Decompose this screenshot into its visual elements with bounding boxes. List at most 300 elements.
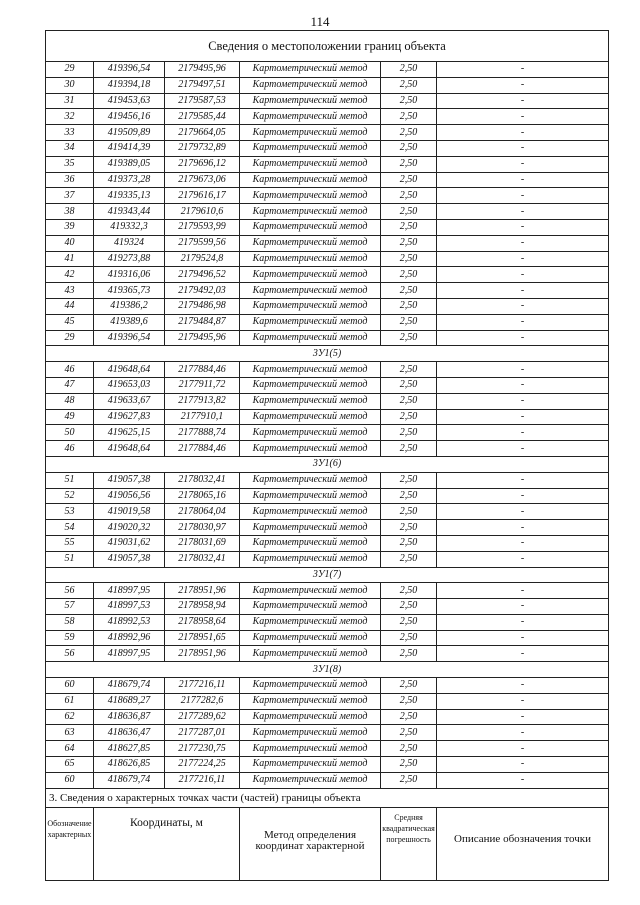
accuracy-cell: 2,50 bbox=[381, 472, 437, 488]
section3-title: 3. Сведения о характерных точках части (частей) границы объекта bbox=[46, 788, 609, 807]
accuracy-cell: 2,50 bbox=[381, 219, 437, 235]
accuracy-cell: 2,50 bbox=[381, 551, 437, 567]
point-number-cell: 64 bbox=[46, 741, 94, 757]
method-cell: Картометрический метод bbox=[240, 409, 381, 425]
accuracy-cell: 2,50 bbox=[381, 140, 437, 156]
x-coordinate-cell: 419019,58 bbox=[94, 504, 165, 520]
accuracy-cell: 2,50 bbox=[381, 599, 437, 615]
point-number-cell: 57 bbox=[46, 599, 94, 615]
description-cell: - bbox=[437, 314, 609, 330]
description-cell: - bbox=[437, 298, 609, 314]
method-cell: Картометрический метод bbox=[240, 472, 381, 488]
method-cell: Картометрический метод bbox=[240, 709, 381, 725]
description-cell: - bbox=[437, 535, 609, 551]
table-row bbox=[46, 393, 609, 409]
y-coordinate-cell: 2178951,65 bbox=[165, 630, 240, 646]
method-cell: Картометрический метод bbox=[240, 283, 381, 299]
description-cell: - bbox=[437, 377, 609, 393]
table-row bbox=[46, 109, 609, 125]
point-number-cell: 29 bbox=[46, 62, 94, 78]
method-cell: Картометрический метод bbox=[240, 693, 381, 709]
method-cell: Картометрический метод bbox=[240, 172, 381, 188]
y-coordinate-cell: 2179732,89 bbox=[165, 140, 240, 156]
description-cell: - bbox=[437, 330, 609, 346]
segment-label: 3У1(6) bbox=[46, 456, 609, 472]
method-cell: Картометрический метод bbox=[240, 62, 381, 78]
accuracy-cell: 2,50 bbox=[381, 204, 437, 220]
x-coordinate-cell: 419373,28 bbox=[94, 172, 165, 188]
description-cell: - bbox=[437, 741, 609, 757]
x-coordinate-cell: 419633,67 bbox=[94, 393, 165, 409]
method-cell: Картометрический метод bbox=[240, 488, 381, 504]
y-coordinate-cell: 2177888,74 bbox=[165, 425, 240, 441]
table-row bbox=[46, 77, 609, 93]
point-number-cell: 34 bbox=[46, 140, 94, 156]
description-cell: - bbox=[437, 520, 609, 536]
accuracy-cell: 2,50 bbox=[381, 93, 437, 109]
y-coordinate-cell: 2179486,98 bbox=[165, 298, 240, 314]
y-coordinate-cell: 2179664,05 bbox=[165, 125, 240, 141]
accuracy-cell: 2,50 bbox=[381, 741, 437, 757]
point-number-cell: 54 bbox=[46, 520, 94, 536]
y-coordinate-cell: 2178065,16 bbox=[165, 488, 240, 504]
y-coordinate-cell: 2179593,99 bbox=[165, 219, 240, 235]
y-coordinate-cell: 2178031,69 bbox=[165, 535, 240, 551]
x-coordinate-cell: 419648,64 bbox=[94, 441, 165, 457]
accuracy-cell: 2,50 bbox=[381, 156, 437, 172]
table-row bbox=[46, 725, 609, 741]
method-cell: Картометрический метод bbox=[240, 646, 381, 662]
accuracy-cell: 2,50 bbox=[381, 693, 437, 709]
x-coordinate-cell: 419324 bbox=[94, 235, 165, 251]
table-row bbox=[46, 267, 609, 283]
description-cell: - bbox=[437, 678, 609, 694]
x-coordinate-cell: 419343,44 bbox=[94, 204, 165, 220]
accuracy-cell: 2,50 bbox=[381, 77, 437, 93]
table-row bbox=[46, 472, 609, 488]
table-row bbox=[46, 377, 609, 393]
point-number-cell: 41 bbox=[46, 251, 94, 267]
point-number-cell: 31 bbox=[46, 93, 94, 109]
x-coordinate-cell: 419625,15 bbox=[94, 425, 165, 441]
method-cell: Картометрический метод bbox=[240, 298, 381, 314]
table-row bbox=[46, 251, 609, 267]
point-number-cell: 39 bbox=[46, 219, 94, 235]
description-cell: - bbox=[437, 172, 609, 188]
x-coordinate-cell: 418636,87 bbox=[94, 709, 165, 725]
y-coordinate-cell: 2177224,25 bbox=[165, 757, 240, 773]
description-cell: - bbox=[437, 425, 609, 441]
method-cell: Картометрический метод bbox=[240, 156, 381, 172]
accuracy-cell: 2,50 bbox=[381, 678, 437, 694]
x-coordinate-cell: 419453,63 bbox=[94, 93, 165, 109]
point-number-cell: 60 bbox=[46, 772, 94, 788]
table-row bbox=[46, 140, 609, 156]
y-coordinate-cell: 2177884,46 bbox=[165, 441, 240, 457]
header-description: Описание обозначения точки bbox=[437, 807, 609, 880]
accuracy-cell: 2,50 bbox=[381, 283, 437, 299]
point-number-cell: 62 bbox=[46, 709, 94, 725]
table-row bbox=[46, 172, 609, 188]
y-coordinate-cell: 2179616,17 bbox=[165, 188, 240, 204]
accuracy-cell: 2,50 bbox=[381, 535, 437, 551]
table-row bbox=[46, 425, 609, 441]
method-cell: Картометрический метод bbox=[240, 330, 381, 346]
description-cell: - bbox=[437, 62, 609, 78]
table-row bbox=[46, 488, 609, 504]
x-coordinate-cell: 419389,05 bbox=[94, 156, 165, 172]
description-cell: - bbox=[437, 551, 609, 567]
accuracy-cell: 2,50 bbox=[381, 267, 437, 283]
segment-row bbox=[46, 662, 609, 678]
method-cell: Картометрический метод bbox=[240, 188, 381, 204]
table-row bbox=[46, 583, 609, 599]
table-row bbox=[46, 741, 609, 757]
y-coordinate-cell: 2179495,96 bbox=[165, 330, 240, 346]
accuracy-cell: 2,50 bbox=[381, 251, 437, 267]
method-cell: Картометрический метод bbox=[240, 362, 381, 378]
x-coordinate-cell: 419335,13 bbox=[94, 188, 165, 204]
table-row bbox=[46, 314, 609, 330]
method-cell: Картометрический метод bbox=[240, 772, 381, 788]
table-row bbox=[46, 757, 609, 773]
boundary-table bbox=[45, 30, 609, 881]
accuracy-cell: 2,50 bbox=[381, 393, 437, 409]
point-number-cell: 29 bbox=[46, 330, 94, 346]
y-coordinate-cell: 2178958,64 bbox=[165, 614, 240, 630]
description-cell: - bbox=[437, 409, 609, 425]
y-coordinate-cell: 2178958,94 bbox=[165, 599, 240, 615]
y-coordinate-cell: 2177913,82 bbox=[165, 393, 240, 409]
x-coordinate-cell: 419056,56 bbox=[94, 488, 165, 504]
accuracy-cell: 2,50 bbox=[381, 646, 437, 662]
accuracy-cell: 2,50 bbox=[381, 772, 437, 788]
y-coordinate-cell: 2179524,8 bbox=[165, 251, 240, 267]
table-row bbox=[46, 93, 609, 109]
description-cell: - bbox=[437, 646, 609, 662]
description-cell: - bbox=[437, 219, 609, 235]
method-cell: Картометрический метод bbox=[240, 93, 381, 109]
method-cell: Картометрический метод bbox=[240, 140, 381, 156]
method-cell: Картометрический метод bbox=[240, 251, 381, 267]
x-coordinate-cell: 419020,32 bbox=[94, 520, 165, 536]
description-cell: - bbox=[437, 693, 609, 709]
accuracy-cell: 2,50 bbox=[381, 172, 437, 188]
header-coordinates: Координаты, м bbox=[94, 807, 240, 880]
accuracy-cell: 2,50 bbox=[381, 441, 437, 457]
y-coordinate-cell: 2178032,41 bbox=[165, 472, 240, 488]
y-coordinate-cell: 2179587,53 bbox=[165, 93, 240, 109]
x-coordinate-cell: 418679,74 bbox=[94, 678, 165, 694]
description-cell: - bbox=[437, 472, 609, 488]
method-cell: Картометрический метод bbox=[240, 520, 381, 536]
x-coordinate-cell: 418992,53 bbox=[94, 614, 165, 630]
description-cell: - bbox=[437, 393, 609, 409]
point-number-cell: 42 bbox=[46, 267, 94, 283]
table-row bbox=[46, 298, 609, 314]
table-row bbox=[46, 409, 609, 425]
method-cell: Картометрический метод bbox=[240, 614, 381, 630]
description-cell: - bbox=[437, 772, 609, 788]
x-coordinate-cell: 418992,96 bbox=[94, 630, 165, 646]
point-number-cell: 40 bbox=[46, 235, 94, 251]
x-coordinate-cell: 418997,95 bbox=[94, 583, 165, 599]
point-number-cell: 32 bbox=[46, 109, 94, 125]
point-number-cell: 56 bbox=[46, 646, 94, 662]
accuracy-cell: 2,50 bbox=[381, 330, 437, 346]
y-coordinate-cell: 2179599,56 bbox=[165, 235, 240, 251]
y-coordinate-cell: 2177216,11 bbox=[165, 772, 240, 788]
x-coordinate-cell: 419057,38 bbox=[94, 472, 165, 488]
point-number-cell: 49 bbox=[46, 409, 94, 425]
x-coordinate-cell: 419057,38 bbox=[94, 551, 165, 567]
table-row bbox=[46, 204, 609, 220]
accuracy-cell: 2,50 bbox=[381, 488, 437, 504]
description-cell: - bbox=[437, 709, 609, 725]
segment-row bbox=[46, 567, 609, 583]
method-cell: Картометрический метод bbox=[240, 630, 381, 646]
method-cell: Картометрический метод bbox=[240, 377, 381, 393]
y-coordinate-cell: 2179484,87 bbox=[165, 314, 240, 330]
method-cell: Картометрический метод bbox=[240, 204, 381, 220]
accuracy-cell: 2,50 bbox=[381, 583, 437, 599]
method-cell: Картометрический метод bbox=[240, 599, 381, 615]
x-coordinate-cell: 419648,64 bbox=[94, 362, 165, 378]
method-cell: Картометрический метод bbox=[240, 678, 381, 694]
x-coordinate-cell: 419396,54 bbox=[94, 330, 165, 346]
table-row bbox=[46, 630, 609, 646]
table-row bbox=[46, 125, 609, 141]
x-coordinate-cell: 418636,47 bbox=[94, 725, 165, 741]
x-coordinate-cell: 419414,39 bbox=[94, 140, 165, 156]
method-cell: Картометрический метод bbox=[240, 551, 381, 567]
method-cell: Картометрический метод bbox=[240, 757, 381, 773]
point-number-cell: 65 bbox=[46, 757, 94, 773]
table-row bbox=[46, 441, 609, 457]
table-row bbox=[46, 614, 609, 630]
y-coordinate-cell: 2178951,96 bbox=[165, 646, 240, 662]
description-cell: - bbox=[437, 267, 609, 283]
method-cell: Картометрический метод bbox=[240, 725, 381, 741]
table-row bbox=[46, 235, 609, 251]
point-number-cell: 36 bbox=[46, 172, 94, 188]
point-number-cell: 53 bbox=[46, 504, 94, 520]
y-coordinate-cell: 2179696,12 bbox=[165, 156, 240, 172]
accuracy-cell: 2,50 bbox=[381, 298, 437, 314]
accuracy-cell: 2,50 bbox=[381, 504, 437, 520]
accuracy-cell: 2,50 bbox=[381, 125, 437, 141]
description-cell: - bbox=[437, 251, 609, 267]
x-coordinate-cell: 419509,89 bbox=[94, 125, 165, 141]
method-cell: Картометрический метод bbox=[240, 393, 381, 409]
table-row bbox=[46, 678, 609, 694]
y-coordinate-cell: 2179585,44 bbox=[165, 109, 240, 125]
table-row bbox=[46, 283, 609, 299]
description-cell: - bbox=[437, 77, 609, 93]
accuracy-cell: 2,50 bbox=[381, 235, 437, 251]
method-cell: Картометрический метод bbox=[240, 109, 381, 125]
x-coordinate-cell: 419653,03 bbox=[94, 377, 165, 393]
y-coordinate-cell: 2179673,06 bbox=[165, 172, 240, 188]
method-cell: Картометрический метод bbox=[240, 219, 381, 235]
segment-label: 3У1(8) bbox=[46, 662, 609, 678]
table-row bbox=[46, 646, 609, 662]
description-cell: - bbox=[437, 583, 609, 599]
method-cell: Картометрический метод bbox=[240, 504, 381, 520]
table-row bbox=[46, 599, 609, 615]
x-coordinate-cell: 419273,88 bbox=[94, 251, 165, 267]
point-number-cell: 55 bbox=[46, 535, 94, 551]
x-coordinate-cell: 419386,2 bbox=[94, 298, 165, 314]
y-coordinate-cell: 2177230,75 bbox=[165, 741, 240, 757]
point-number-cell: 46 bbox=[46, 441, 94, 457]
accuracy-cell: 2,50 bbox=[381, 362, 437, 378]
table-row bbox=[46, 330, 609, 346]
table-row bbox=[46, 188, 609, 204]
method-cell: Картометрический метод bbox=[240, 583, 381, 599]
point-number-cell: 58 bbox=[46, 614, 94, 630]
y-coordinate-cell: 2178032,41 bbox=[165, 551, 240, 567]
accuracy-cell: 2,50 bbox=[381, 630, 437, 646]
point-number-cell: 44 bbox=[46, 298, 94, 314]
point-number-cell: 52 bbox=[46, 488, 94, 504]
description-cell: - bbox=[437, 599, 609, 615]
point-number-cell: 60 bbox=[46, 678, 94, 694]
table-row bbox=[46, 504, 609, 520]
segment-row bbox=[46, 456, 609, 472]
y-coordinate-cell: 2177289,62 bbox=[165, 709, 240, 725]
description-cell: - bbox=[437, 204, 609, 220]
point-number-cell: 59 bbox=[46, 630, 94, 646]
description-cell: - bbox=[437, 725, 609, 741]
segment-label: 3У1(5) bbox=[46, 346, 609, 362]
x-coordinate-cell: 418627,85 bbox=[94, 741, 165, 757]
description-cell: - bbox=[437, 156, 609, 172]
accuracy-cell: 2,50 bbox=[381, 409, 437, 425]
section3 bbox=[46, 788, 609, 880]
description-cell: - bbox=[437, 93, 609, 109]
point-number-cell: 30 bbox=[46, 77, 94, 93]
header-accuracy: Средняя квадратическая погрешность bbox=[381, 807, 437, 880]
header-method: Метод определения координат характерной bbox=[240, 807, 381, 880]
description-cell: - bbox=[437, 140, 609, 156]
description-cell: - bbox=[437, 504, 609, 520]
point-number-cell: 35 bbox=[46, 156, 94, 172]
y-coordinate-cell: 2177287,01 bbox=[165, 725, 240, 741]
method-cell: Картометрический метод bbox=[240, 441, 381, 457]
table-row bbox=[46, 156, 609, 172]
y-coordinate-cell: 2177910,1 bbox=[165, 409, 240, 425]
accuracy-cell: 2,50 bbox=[381, 725, 437, 741]
point-number-cell: 37 bbox=[46, 188, 94, 204]
point-number-cell: 63 bbox=[46, 725, 94, 741]
accuracy-cell: 2,50 bbox=[381, 62, 437, 78]
table-row bbox=[46, 520, 609, 536]
section-title: Сведения о местоположении границ объекта bbox=[46, 31, 609, 62]
point-number-cell: 48 bbox=[46, 393, 94, 409]
x-coordinate-cell: 419389,6 bbox=[94, 314, 165, 330]
accuracy-cell: 2,50 bbox=[381, 520, 437, 536]
x-coordinate-cell: 419316,06 bbox=[94, 267, 165, 283]
accuracy-cell: 2,50 bbox=[381, 188, 437, 204]
x-coordinate-cell: 418626,85 bbox=[94, 757, 165, 773]
point-number-cell: 38 bbox=[46, 204, 94, 220]
y-coordinate-cell: 2179497,51 bbox=[165, 77, 240, 93]
method-cell: Картометрический метод bbox=[240, 267, 381, 283]
method-cell: Картометрический метод bbox=[240, 425, 381, 441]
x-coordinate-cell: 419627,83 bbox=[94, 409, 165, 425]
description-cell: - bbox=[437, 235, 609, 251]
point-number-cell: 43 bbox=[46, 283, 94, 299]
description-cell: - bbox=[437, 109, 609, 125]
segment-label: 3У1(7) bbox=[46, 567, 609, 583]
accuracy-cell: 2,50 bbox=[381, 314, 437, 330]
x-coordinate-cell: 419396,54 bbox=[94, 62, 165, 78]
method-cell: Картометрический метод bbox=[240, 77, 381, 93]
point-number-cell: 50 bbox=[46, 425, 94, 441]
description-cell: - bbox=[437, 441, 609, 457]
accuracy-cell: 2,50 bbox=[381, 425, 437, 441]
point-number-cell: 47 bbox=[46, 377, 94, 393]
y-coordinate-cell: 2179496,52 bbox=[165, 267, 240, 283]
method-cell: Картометрический метод bbox=[240, 235, 381, 251]
y-coordinate-cell: 2179610,6 bbox=[165, 204, 240, 220]
accuracy-cell: 2,50 bbox=[381, 757, 437, 773]
table-row bbox=[46, 535, 609, 551]
x-coordinate-cell: 419394,18 bbox=[94, 77, 165, 93]
y-coordinate-cell: 2178030,97 bbox=[165, 520, 240, 536]
x-coordinate-cell: 419332,3 bbox=[94, 219, 165, 235]
y-coordinate-cell: 2177216,11 bbox=[165, 678, 240, 694]
accuracy-cell: 2,50 bbox=[381, 614, 437, 630]
description-cell: - bbox=[437, 283, 609, 299]
x-coordinate-cell: 419365,73 bbox=[94, 283, 165, 299]
description-cell: - bbox=[437, 614, 609, 630]
description-cell: - bbox=[437, 757, 609, 773]
description-cell: - bbox=[437, 488, 609, 504]
description-cell: - bbox=[437, 630, 609, 646]
table-row bbox=[46, 772, 609, 788]
y-coordinate-cell: 2177911,72 bbox=[165, 377, 240, 393]
accuracy-cell: 2,50 bbox=[381, 377, 437, 393]
header-designation: Обозначение характерных bbox=[46, 807, 94, 880]
point-number-cell: 61 bbox=[46, 693, 94, 709]
point-number-cell: 56 bbox=[46, 583, 94, 599]
table-row bbox=[46, 362, 609, 378]
y-coordinate-cell: 2179495,96 bbox=[165, 62, 240, 78]
description-cell: - bbox=[437, 362, 609, 378]
table-row bbox=[46, 551, 609, 567]
table-row bbox=[46, 219, 609, 235]
y-coordinate-cell: 2178064,04 bbox=[165, 504, 240, 520]
accuracy-cell: 2,50 bbox=[381, 709, 437, 725]
point-number-cell: 51 bbox=[46, 472, 94, 488]
method-cell: Картометрический метод bbox=[240, 314, 381, 330]
point-number-cell: 45 bbox=[46, 314, 94, 330]
x-coordinate-cell: 419456,16 bbox=[94, 109, 165, 125]
method-cell: Картометрический метод bbox=[240, 741, 381, 757]
y-coordinate-cell: 2177884,46 bbox=[165, 362, 240, 378]
point-number-cell: 46 bbox=[46, 362, 94, 378]
accuracy-cell: 2,50 bbox=[381, 109, 437, 125]
y-coordinate-cell: 2177282,6 bbox=[165, 693, 240, 709]
x-coordinate-cell: 418689,27 bbox=[94, 693, 165, 709]
x-coordinate-cell: 418997,95 bbox=[94, 646, 165, 662]
description-cell: - bbox=[437, 188, 609, 204]
method-cell: Картометрический метод bbox=[240, 125, 381, 141]
point-number-cell: 51 bbox=[46, 551, 94, 567]
y-coordinate-cell: 2179492,03 bbox=[165, 283, 240, 299]
